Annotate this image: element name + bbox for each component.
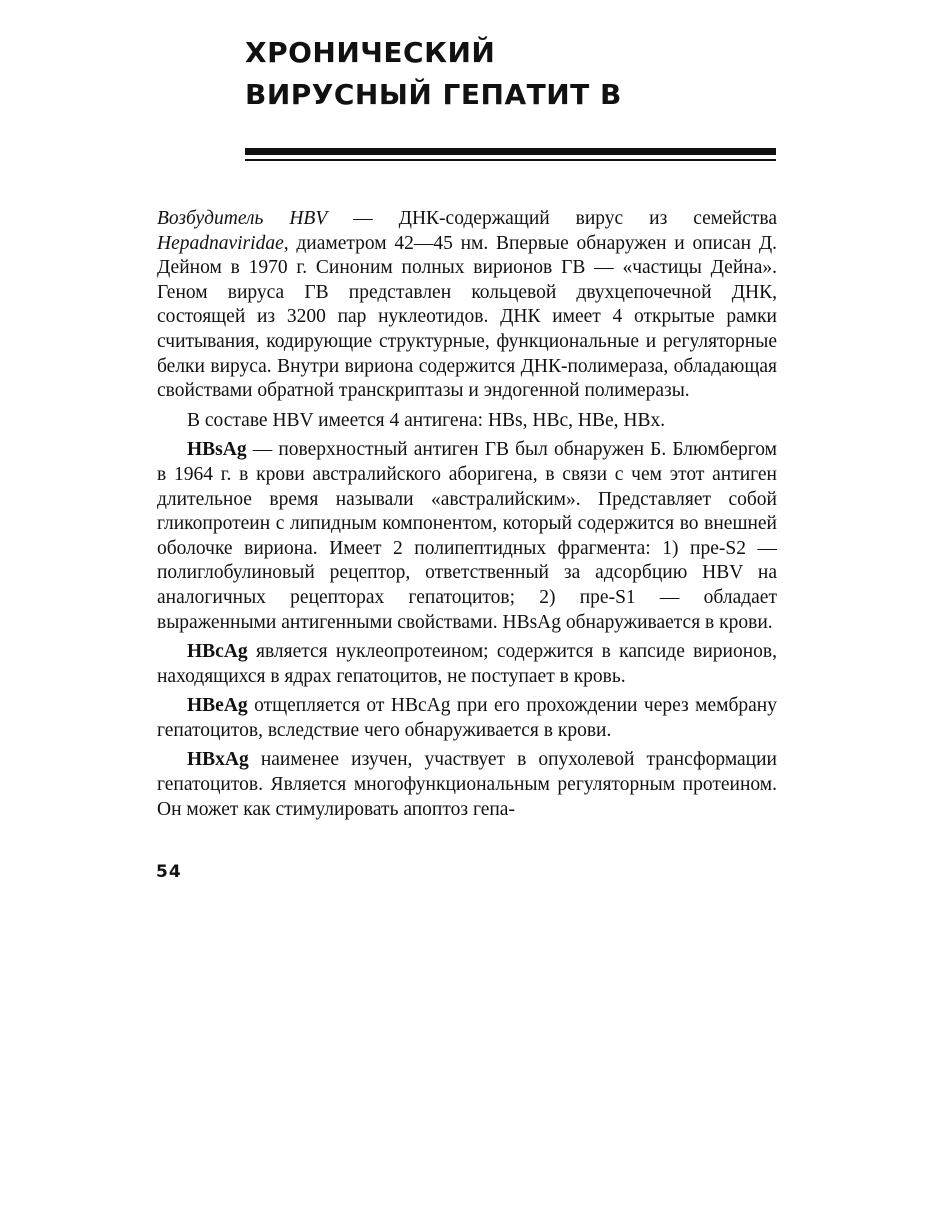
paragraph-text: — поверхностный антиген ГВ был обнаружен Б. Блюмбергом в 1964 г. в крови австралийского аборигена, в связи с чем этот антиген длительное время называли «австралийским». Представляет собой гликопротеин с липидным компонентом, который содержится во внешней оболочке вириона. Имеет 2 полипептидных фрагмента: 1) пре-S2 — полиглобулиновый рецептор, ответственный за адсорбцию HBV на аналогичных рецепторах гепатоцитов; 2) пре-S1 — обладает выраженными антигенными свойствами. HBsAg обнаруживается в крови. [157, 439, 777, 633]
paragraph-text: наименее изучен, участвует в опухолевой трансформации гепатоцитов. Является многофункциональным регуляторным протеином. Он может как стимулировать апоптоз гепа- [157, 749, 777, 820]
paragraph-text: — ДНК-содержащий вирус из семейства [327, 208, 777, 229]
paragraph-lead-term: Возбудитель HBV [157, 208, 328, 229]
term-hbcag: HBcAg [187, 641, 248, 663]
paragraph-text: , диаметром 42—45 нм. Впервые обнаружен и описан Д. Дейном в 1970 г. Синоним полных вирионов ГВ — «частицы Дейна». Геном вируса ГВ представлен кольцевой двухцепочечной ДНК, состоящей из 3200 пар нуклеотидов. ДНК имеет 4 открытые рамки считывания, кодирующие структурные, функциональные и регуляторные белки вируса. Внутри вириона содержится ДНК-полимераза, обладающая свойствами обратной транскриптазы и эндогенной полимеразы. [157, 232, 777, 402]
term-hbxag: HBxAg [187, 749, 249, 771]
paragraph-hbxag [157, 748, 777, 822]
chapter-title-line-1: ХРОНИЧЕСКИЙ [245, 36, 496, 69]
title-rule-thin [245, 159, 776, 161]
body-text [157, 207, 777, 827]
paragraph-text: В составе HBV имеется 4 антигена: HBs, HBc, HBe, HBx. [187, 409, 666, 431]
page-number: 54 [156, 862, 182, 882]
family-name: Hepadnaviridae [157, 232, 284, 254]
paragraph-pathogen [157, 207, 777, 404]
term-hbsag: HBsAg [187, 439, 247, 461]
paragraph-hbsag [157, 438, 777, 635]
title-rule-thick [245, 148, 776, 155]
paragraph-text: является нуклеопротеином; содержится в капсиде вирионов, находящихся в ядрах гепатоцитов, не поступает в кровь. [157, 641, 777, 687]
paragraph-antigens [157, 409, 777, 434]
paragraph-hbcag [157, 640, 777, 689]
chapter-title [245, 32, 622, 116]
paragraph-text: отщепляется от HBcAg при его прохождении через мембрану гепатоцитов, вследствие чего обнаруживается в крови. [157, 695, 777, 741]
paragraph-hbeag [157, 694, 777, 743]
chapter-title-line-2: ВИРУСНЫЙ ГЕПАТИТ В [245, 78, 622, 111]
term-hbeag: HBeAg [187, 695, 248, 717]
